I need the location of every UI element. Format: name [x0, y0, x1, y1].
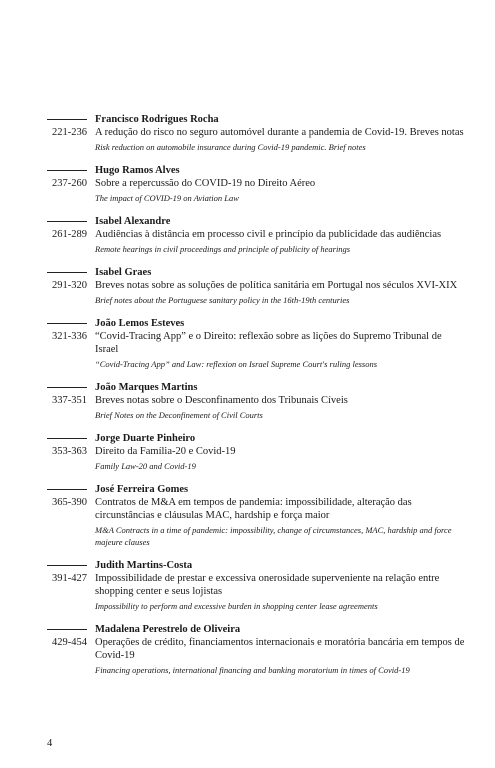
toc-entry: [47, 381, 467, 421]
entry-rule: [47, 387, 87, 388]
toc-entry: [47, 432, 467, 472]
entry-subtitle: Financing operations, international financing and banking moratorium in times of Covid-19: [95, 665, 410, 675]
entry-rule: [47, 565, 87, 566]
entry-subtitle: “Covid-Tracing App” and Law: reflexion on Israel Supreme Court's ruling lessons: [95, 359, 378, 369]
entry-title: A redução do risco no seguro automóvel durante a pandemia de Covid-19. Breves notas: [95, 127, 464, 138]
toc-entry: [47, 559, 467, 612]
entry-rule: [47, 629, 87, 630]
entry-pages: 321-336: [52, 331, 87, 342]
entry-author: Isabel Graes: [95, 267, 152, 278]
entry-pages: 337-351: [52, 395, 87, 406]
toc-entry: [47, 215, 467, 255]
entry-rule: [47, 272, 87, 273]
entry-title: Breves notas sobre o Desconfinamento dos Tribunais Cíveis: [95, 395, 348, 406]
entry-pages: 261-289: [52, 229, 87, 240]
entry-title: Audiências à distância em processo civil e princípio da publicidade das audiências: [95, 229, 442, 240]
entry-subtitle: Risk reduction on automobile insurance during Covid-19 pandemic. Brief notes: [95, 142, 366, 152]
entry-subtitle: Brief notes about the Portuguese sanitary policy in the 16th-19th centuries: [95, 295, 350, 305]
toc-entry: [47, 113, 467, 153]
page-number: 4: [47, 738, 53, 749]
entry-author: Madalena Perestrelo de Oliveira: [95, 624, 241, 635]
entry-rule: [47, 119, 87, 120]
toc-entry: [47, 164, 467, 204]
entry-title: Breves notas sobre as soluções de política sanitária em Portugal nos séculos XVI-XIX: [95, 280, 458, 291]
entry-author: João Lemos Esteves: [95, 318, 185, 329]
entry-pages: 353-363: [52, 446, 87, 457]
entry-pages: 429-454: [52, 637, 87, 648]
entry-rule: [47, 323, 87, 324]
entry-pages: 237-260: [52, 178, 87, 189]
entry-pages: 391-427: [52, 573, 87, 584]
entry-subtitle: Impossibility to perform and excessive burden in shopping center lease agreements: [95, 601, 378, 611]
entry-subtitle: Family Law-20 and Covid-19: [95, 461, 196, 471]
entry-title: Impossibilidade de prestar e excessiva onerosidade superveniente na relação entre shopping center e seus lojistas: [95, 573, 440, 597]
entry-subtitle: The impact of COVID-19 on Aviation Law: [95, 193, 239, 203]
entry-title: Direito da Família-20 e Covid-19: [95, 446, 236, 457]
entry-author: Hugo Ramos Alves: [95, 165, 180, 176]
toc-entry: [47, 483, 467, 548]
toc-entry: [47, 623, 467, 676]
entry-subtitle: Remote hearings in civil proceedings and principle of publicity of hearings: [95, 244, 351, 254]
entry-subtitle: M&A Contracts in a time of pandemic: impossibility, change of circumstances, MAC, hardship and force majeure clauses: [95, 525, 452, 547]
entry-rule: [47, 170, 87, 171]
toc-entry: [47, 317, 467, 370]
entry-author: Francisco Rodrigues Rocha: [95, 114, 219, 125]
entry-rule: [47, 438, 87, 439]
entry-author: João Marques Martins: [95, 382, 198, 393]
entry-author: Judith Martins-Costa: [95, 560, 193, 571]
entry-title: Sobre a repercussão do COVID-19 no Direito Aéreo: [95, 178, 316, 189]
entry-pages: 221-236: [52, 127, 87, 138]
entry-author: Isabel Alexandre: [95, 216, 171, 227]
entry-pages: 291-320: [52, 280, 87, 291]
entry-pages: 365-390: [52, 497, 87, 508]
entry-author: José Ferreira Gomes: [95, 484, 189, 495]
entry-rule: [47, 489, 87, 490]
entry-subtitle: Brief Notes on the Deconfinement of Civil Courts: [95, 410, 263, 420]
entry-title: Operações de crédito, financiamentos internacionais e moratória bancária em tempos de Covid-19: [95, 637, 465, 661]
table-of-contents: [47, 113, 467, 687]
entry-author: Jorge Duarte Pinheiro: [95, 433, 196, 444]
entry-title: “Covid-Tracing App” e o Direito: reflexão sobre as lições do Supremo Tribunal de Israel: [95, 331, 442, 355]
toc-entry: [47, 266, 467, 306]
entry-title: Contratos de M&A em tempos de pandemia: impossibilidade, alteração das circunstâncias e cláusulas MAC, hardship e força maior: [95, 497, 412, 521]
entry-rule: [47, 221, 87, 222]
